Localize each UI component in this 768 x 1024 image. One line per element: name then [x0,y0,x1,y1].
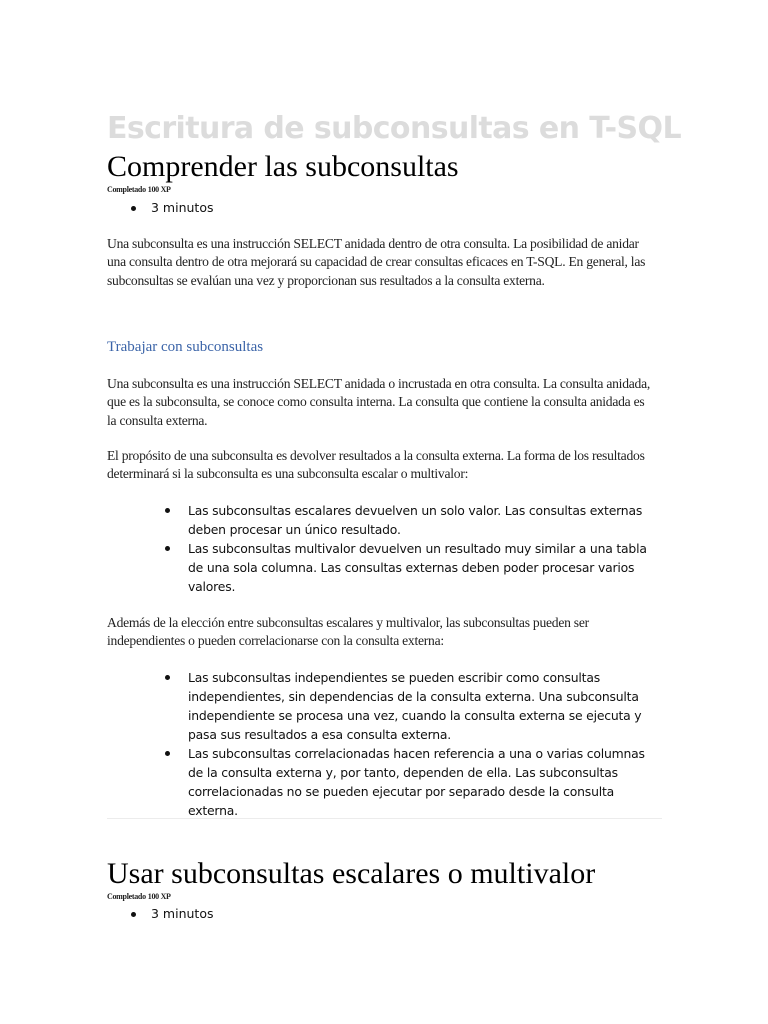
completion-meta [107,185,171,194]
paragraph-2: El propósito de una subconsulta es devolver resultados a la consulta externa. La forma de los resultados determinará si la subconsulta es una subconsulta escalar o multivalor: [107,448,645,482]
section-heading-comprender: Comprender las subconsultas [107,150,459,183]
duration-item: 3 minutos [131,906,213,921]
completion-meta [107,892,171,901]
bullet-list-independent-correlated [163,668,653,820]
paragraph-3: Además de la elección entre subconsultas escalares y multivalor, las subconsultas pueden ser independientes o pueden correlacionarse con la consulta externa: [107,615,589,649]
xp-value: 100 XP [147,892,171,901]
bullet-item: Las subconsultas independientes se pueden escribir como consultas independientes, sin dependencias de la consulta externa. Una subconsulta independiente se procesa una vez, cuando la consulta externa se ejecuta y pasa sus resultados a esa consulta externa. [163,668,653,744]
duration-item: 3 minutos [131,200,213,215]
bullet-list-scalar-multivalue [163,501,653,596]
subheading-trabajar: Trabajar con subconsultas [107,339,264,355]
xp-value: 100 XP [147,185,171,194]
bullet-item: Las subconsultas escalares devuelven un solo valor. Las consultas externas deben procesar un único resultado. [163,501,653,539]
intro-paragraph: Una subconsulta es una instrucción SELECT anidada dentro de otra consulta. La posibilidad de anidar una consulta dentro de otra mejorará su capacidad de crear consultas eficaces en T-SQL. En general, las subconsultas se evalúan una vez y proporcionan sus resultados a la consulta externa. [107,236,646,288]
completion-status: Completado [107,892,146,901]
duration-list [131,906,213,921]
section-divider [107,818,662,819]
paragraph-1: Una subconsulta es una instrucción SELECT anidada o incrustada en otra consulta. La consulta anidada, que es la subconsulta, se conoce como consulta interna. La consulta que contiene la consulta anidada es la consulta externa. [107,376,651,428]
section-heading-usar: Usar subconsultas escalares o multivalor [107,857,596,890]
duration-list [131,200,213,215]
bullet-item: Las subconsultas correlacionadas hacen referencia a una o varias columnas de la consulta externa y, por tanto, dependen de ella. Las subconsultas correlacionadas no se pueden ejecutar por separado desde la consulta externa. [163,744,653,820]
bullet-item: Las subconsultas multivalor devuelven un resultado muy similar a una tabla de una sola columna. Las consultas externas deben poder procesar varios valores. [163,539,653,596]
document-title: Escritura de subconsultas en T-SQL [107,111,681,146]
completion-status: Completado [107,185,146,194]
